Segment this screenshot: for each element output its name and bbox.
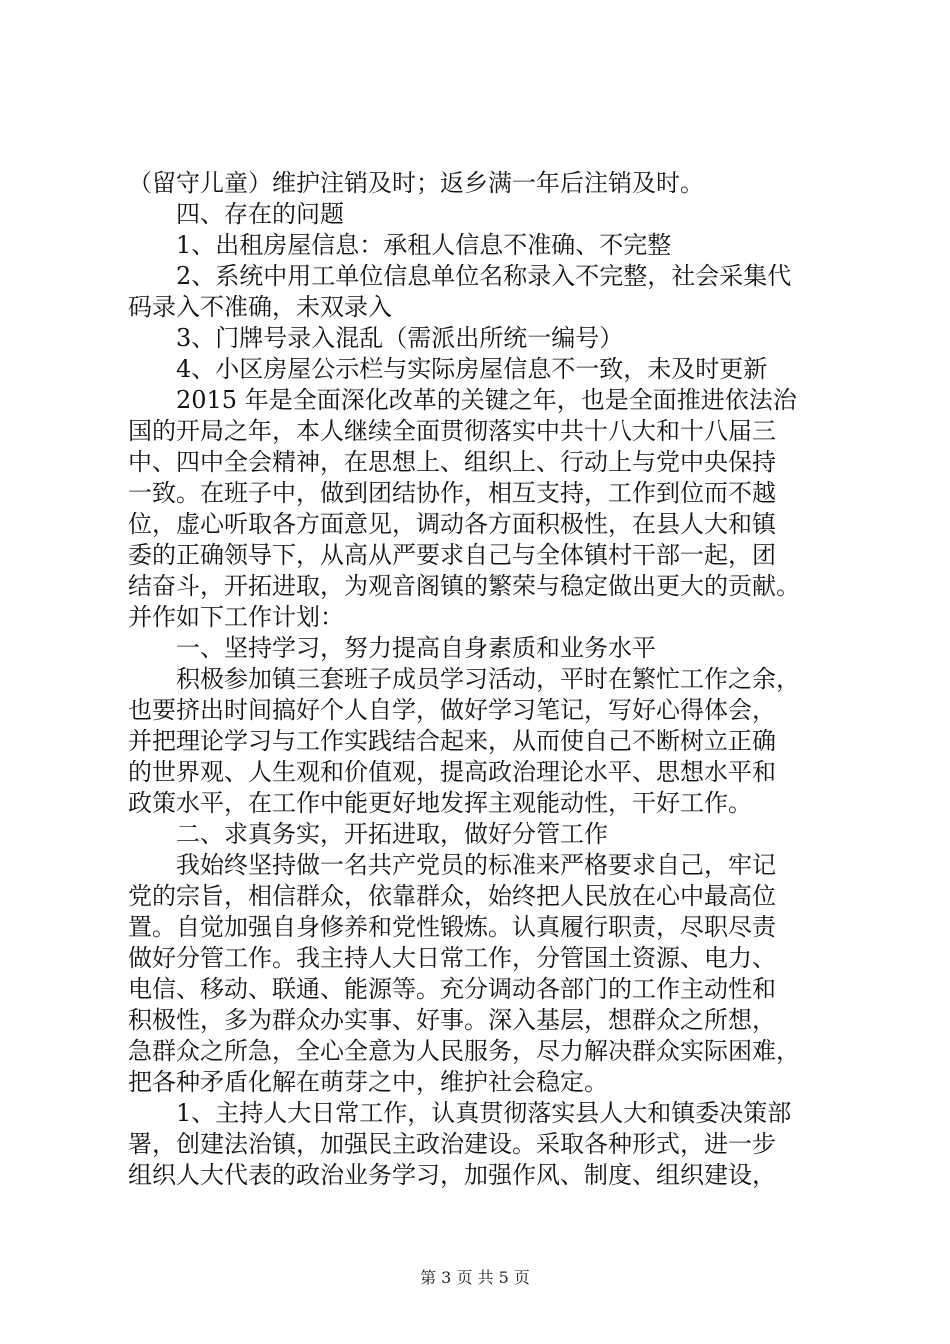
text-line: 置。自觉加强自身修养和党性锻炼。认真履行职责，尽职尽责	[128, 913, 776, 941]
text-line: 二、求真务实，开拓进取，做好分管工作	[176, 820, 608, 848]
document-body	[128, 168, 854, 1191]
text-line: 政策水平，在工作中能更好地发挥主观能动性，干好工作。	[128, 789, 752, 817]
text-line: 一、坚持学习，努力提高自身素质和业务水平	[176, 634, 656, 662]
text-line: 四、存在的问题	[176, 200, 344, 228]
text-line: 党的宗旨，相信群众，依靠群众，始终把人民放在心中最高位	[128, 882, 776, 910]
text-line: 也要挤出时间搞好个人自学，做好学习笔记，写好心得体会，	[128, 696, 776, 724]
text-line: 一致。在班子中，做到团结协作，相互支持，工作到位而不越	[128, 479, 776, 507]
text-line: 急群众之所急，全心全意为人民服务，尽力解决群众实际困难，	[128, 1037, 800, 1065]
text-line: 把各种矛盾化解在萌芽之中，维护社会稳定。	[128, 1068, 608, 1096]
text-line: 中、四中全会精神，在思想上、组织上、行动上与党中央保持	[128, 448, 776, 476]
text-line: 1、出租房屋信息：承租人信息不准确、不完整	[176, 231, 672, 259]
text-line: 并作如下工作计划：	[128, 603, 344, 631]
text-line: 并把理论学习与工作实践结合起来，从而使自己不断树立正确	[128, 727, 776, 755]
text-line: 委的正确领导下，从高从严要求自己与全体镇村干部一起，团	[128, 541, 776, 569]
text-line: 署，创建法治镇，加强民主政治建设。采取各种形式，进一步	[128, 1130, 776, 1158]
text-line: 做好分管工作。我主持人大日常工作，分管国土资源、电力、	[128, 944, 776, 972]
text-line: 3、门牌号录入混乱（需派出所统一编号）	[176, 324, 624, 352]
page-footer: 第 3 页 共 5 页	[420, 1268, 530, 1287]
text-line: 码录入不准确，未双录入	[128, 293, 392, 321]
text-line: 组织人大代表的政治业务学习，加强作风、制度、组织建设，	[128, 1161, 776, 1189]
text-line: 国的开局之年，本人继续全面贯彻落实中共十八大和十八届三	[128, 417, 776, 445]
text-line: 积极性，多为群众办实事、好事。深入基层，想群众之所想，	[128, 1006, 776, 1034]
text-line: 的世界观、人生观和价值观，提高政治理论水平、思想水平和	[128, 758, 776, 786]
text-line: 1、主持人大日常工作，认真贯彻落实县人大和镇委决策部	[176, 1099, 792, 1127]
text-line: 积极参加镇三套班子成员学习活动，平时在繁忙工作之余，	[176, 665, 800, 693]
text-line: 我始终坚持做一名共产党员的标准来严格要求自己，牢记	[176, 851, 776, 879]
text-line: （留守儿童）维护注销及时；返乡满一年后注销及时。	[128, 169, 704, 197]
text-line: 4、小区房屋公示栏与实际房屋信息不一致，未及时更新	[176, 355, 768, 383]
text-line: 2、系统中用工单位信息单位名称录入不完整，社会采集代	[176, 262, 792, 290]
text-line: 2015 年是全面深化改革的关键之年，也是全面推进依法治	[176, 386, 797, 414]
text-line: 电信、移动、联通、能源等。充分调动各部门的工作主动性和	[128, 975, 776, 1003]
text-line: 结奋斗，开拓进取，为观音阁镇的繁荣与稳定做出更大的贡献。	[128, 572, 800, 600]
text-line: 位，虚心听取各方面意见，调动各方面积极性，在县人大和镇	[128, 510, 776, 538]
